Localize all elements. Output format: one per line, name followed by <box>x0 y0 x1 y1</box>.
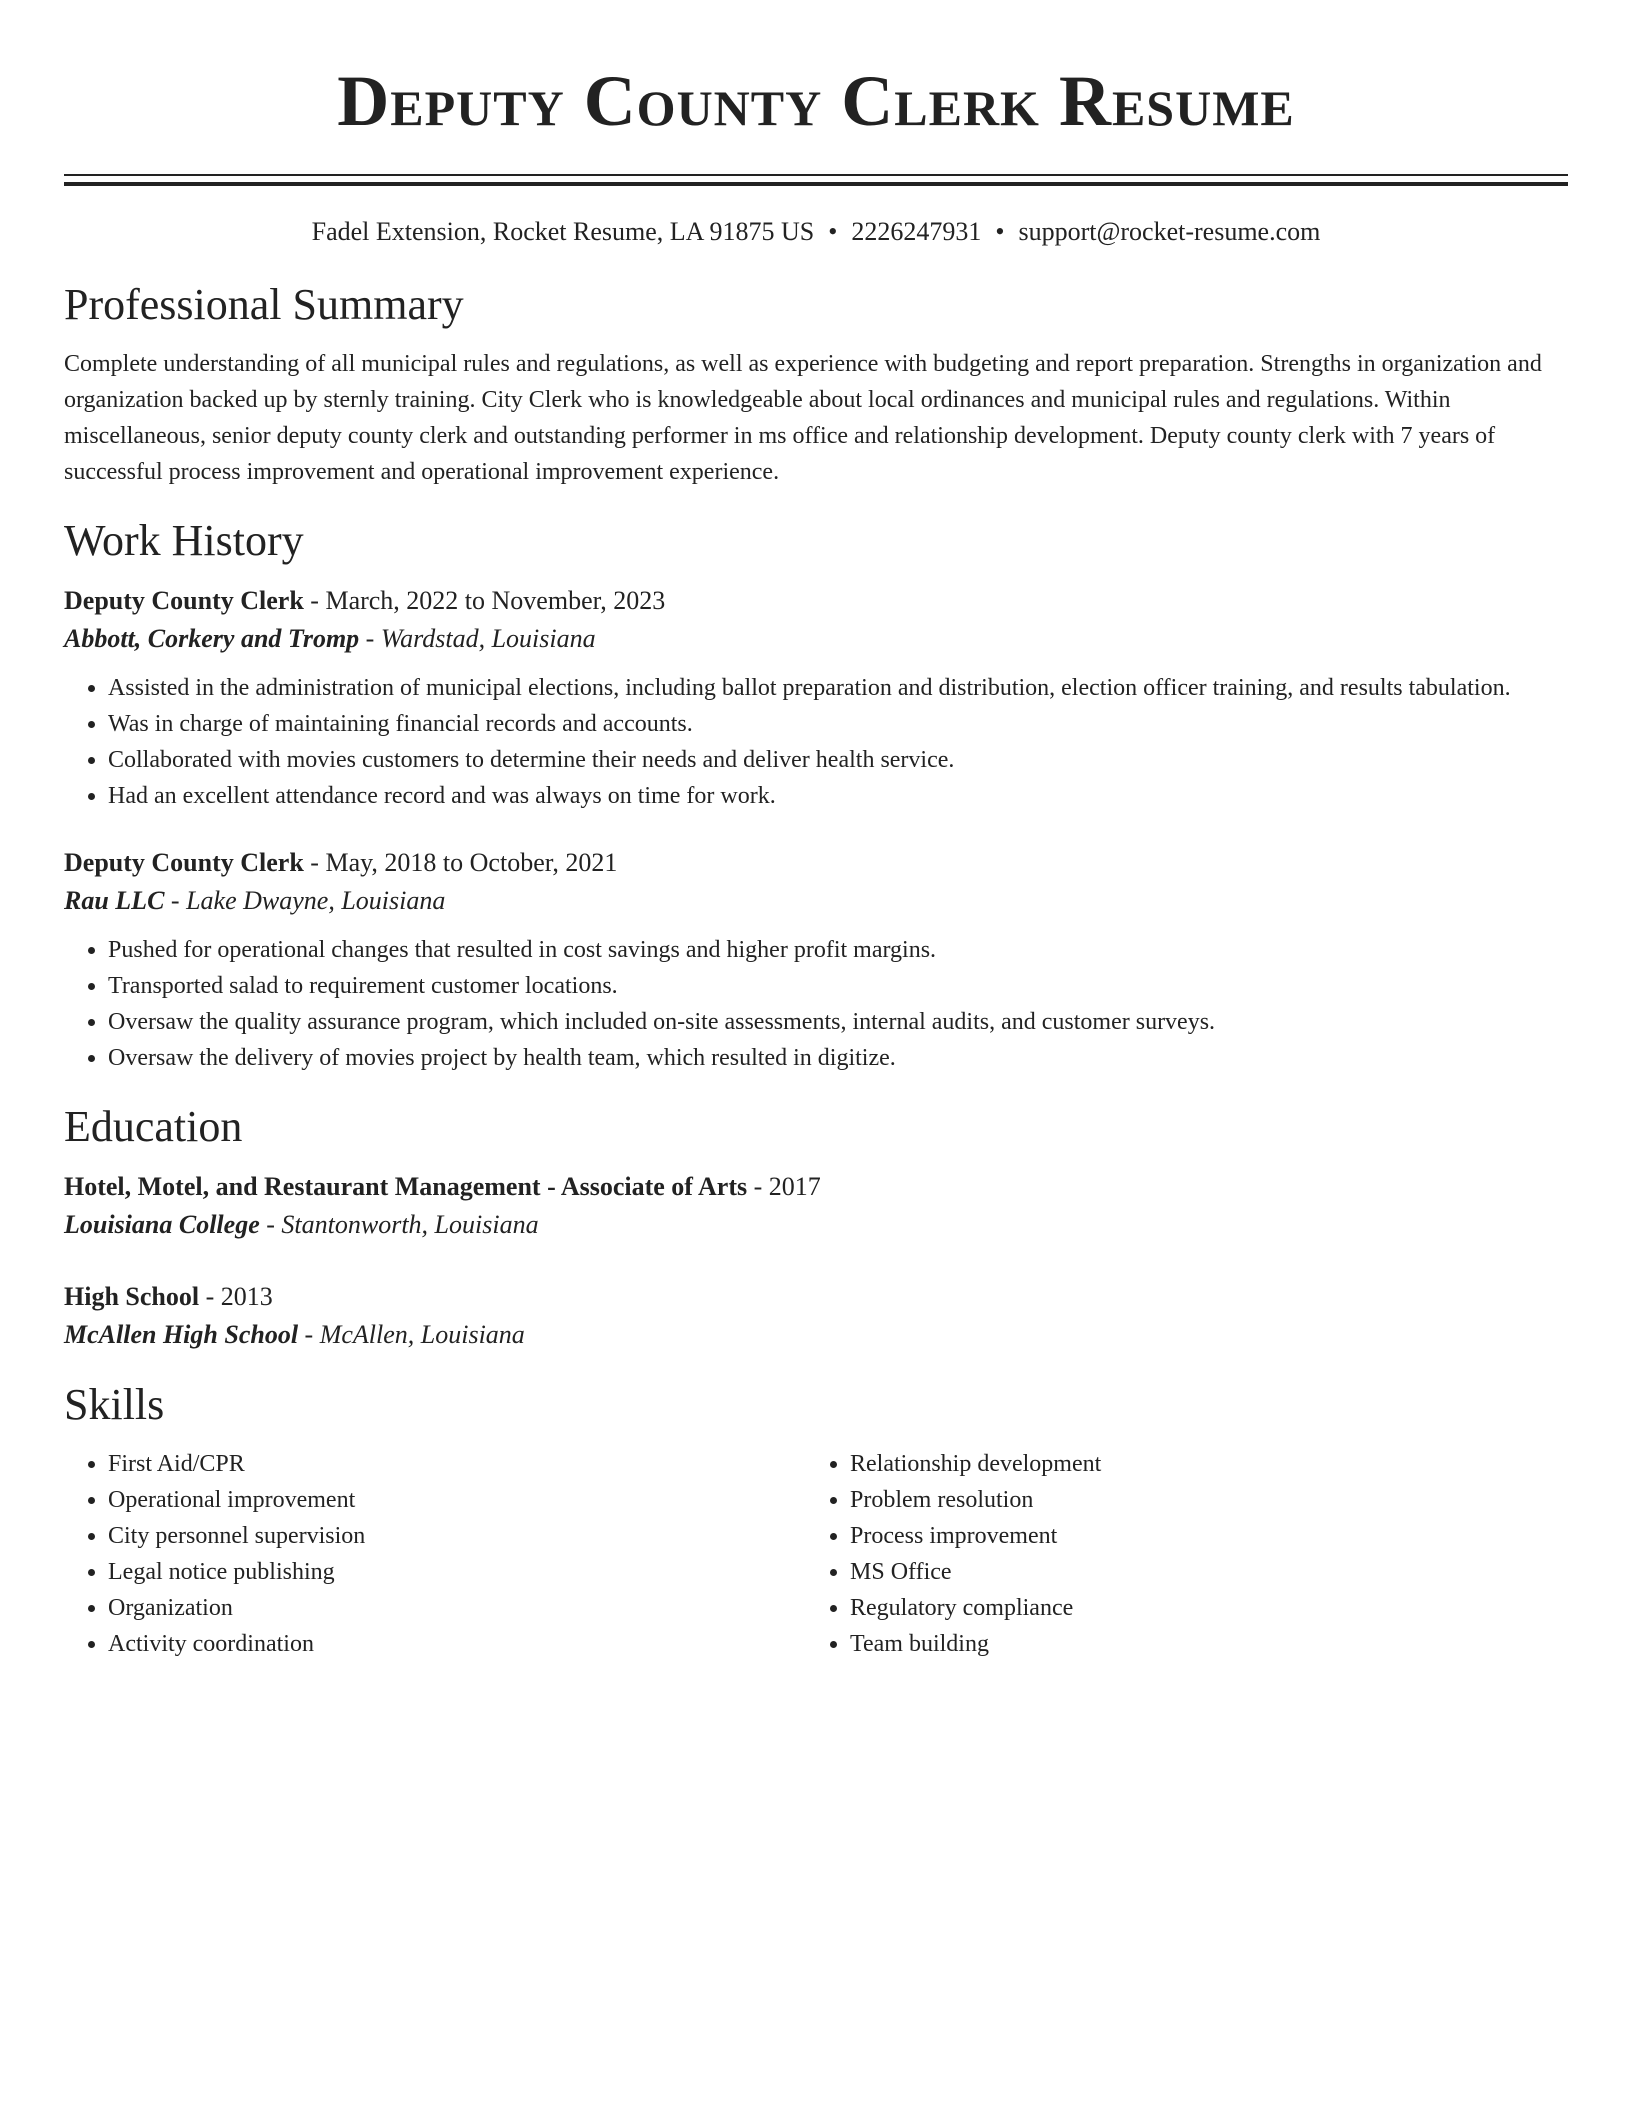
job-employer <box>64 620 1568 658</box>
work-history-heading: Work History <box>64 516 304 565</box>
job-bullet: • Had an excellent attendance record and was always on time for work. <box>108 778 1568 814</box>
education-year: - 2013 <box>199 1282 273 1311</box>
contact-separator: • <box>995 217 1005 246</box>
skill-item: • Problem resolution <box>850 1482 1548 1518</box>
contact-email: support@rocket-resume.com <box>1018 217 1321 246</box>
summary-section <box>64 278 1568 490</box>
job-bullets <box>64 670 1568 814</box>
education-school: Louisiana College <box>64 1210 260 1239</box>
skill-item: • City personnel supervision <box>108 1518 806 1554</box>
skill-item: • Relationship development <box>850 1446 1548 1482</box>
education-header <box>64 1168 1568 1206</box>
skill-item: • Operational improvement <box>108 1482 806 1518</box>
summary-text: Complete understanding of all municipal rules and regulations, as well as experience with budgeting and report preparation. Strengths in organization and organization backed up by sternly training. City Clerk who is knowledgeable about local ordinances and municipal rules and regulations. Within miscellaneous, senior deputy county clerk and outstanding performer in ms office and relationship development. Deputy county clerk with 7 years of successful process improvement and operational improvement experience. <box>64 351 1542 485</box>
job-title: Deputy County Clerk <box>64 848 304 877</box>
skills-grid <box>64 1446 1568 1662</box>
job-bullet: • Oversaw the quality assurance program, which included on-site assessments, internal audits, and customer surveys. <box>108 1004 1568 1040</box>
work-history-section <box>64 514 1568 1076</box>
job-company: Rau LLC <box>64 886 165 915</box>
job-bullet: • Pushed for operational changes that resulted in cost savings and higher profit margins. <box>108 932 1568 968</box>
job-bullet: • Transported salad to requirement customer locations. <box>108 968 1568 1004</box>
skill-item: • MS Office <box>850 1554 1548 1590</box>
skill-item: • First Aid/CPR <box>108 1446 806 1482</box>
education-header <box>64 1278 1568 1316</box>
contact-address: Fadel Extension, Rocket Resume, LA 91875 US <box>311 217 815 246</box>
skill-item: • Regulatory compliance <box>850 1590 1548 1626</box>
education-location: - Stantonworth, Louisiana <box>259 1210 539 1239</box>
job-bullets <box>64 932 1568 1076</box>
education-school: McAllen High School <box>64 1320 299 1349</box>
education-institution <box>64 1206 1568 1244</box>
skill-item: • Team building <box>850 1626 1548 1662</box>
contact-line <box>64 214 1568 250</box>
job-location: - Wardstad, Louisiana <box>359 624 596 653</box>
education-section <box>64 1100 1568 1354</box>
contact-phone: 2226247931 <box>851 217 982 246</box>
education-degree: Hotel, Motel, and Restaurant Management - Associate of Arts <box>64 1172 748 1201</box>
job-bullet: • Was in charge of maintaining financial records and accounts. <box>108 706 1568 742</box>
job-entry <box>64 844 1568 1076</box>
job-title: Deputy County Clerk <box>64 586 304 615</box>
education-entry <box>64 1278 1568 1354</box>
job-location: - Lake Dwayne, Louisiana <box>164 886 446 915</box>
education-degree: High School <box>64 1282 200 1311</box>
education-year: - 2017 <box>747 1172 821 1201</box>
job-header <box>64 582 1568 620</box>
job-bullet: • Oversaw the delivery of movies project by health team, which resulted in digitize. <box>108 1040 1568 1076</box>
job-bullet: • Assisted in the administration of municipal elections, including ballot preparation and distribution, election officer training, and results tabulation. <box>108 670 1568 706</box>
summary-heading: Professional Summary <box>64 280 464 329</box>
education-entry <box>64 1168 1568 1244</box>
job-entry <box>64 582 1568 814</box>
resume-title: Deputy County Clerk Resume <box>337 61 1295 141</box>
skills-list-right <box>806 1446 1548 1662</box>
skills-list-left <box>64 1446 806 1662</box>
skill-item: • Process improvement <box>850 1518 1548 1554</box>
job-company: Abbott, Corkery and Tromp <box>64 624 360 653</box>
contact-separator: • <box>828 217 838 246</box>
job-dates: - May, 2018 to October, 2021 <box>303 848 618 877</box>
title-divider <box>64 174 1568 186</box>
skill-item: • Organization <box>108 1590 806 1626</box>
job-bullet: • Collaborated with movies customers to determine their needs and deliver health service. <box>108 742 1568 778</box>
skills-heading: Skills <box>64 1380 165 1429</box>
education-location: - McAllen, Louisiana <box>298 1320 525 1349</box>
job-employer <box>64 882 1568 920</box>
job-header <box>64 844 1568 882</box>
skill-item: • Activity coordination <box>108 1626 806 1662</box>
skills-section <box>64 1378 1568 1662</box>
education-institution <box>64 1316 1568 1354</box>
education-heading: Education <box>64 1102 243 1151</box>
skill-item: • Legal notice publishing <box>108 1554 806 1590</box>
job-dates: - March, 2022 to November, 2023 <box>303 586 666 615</box>
